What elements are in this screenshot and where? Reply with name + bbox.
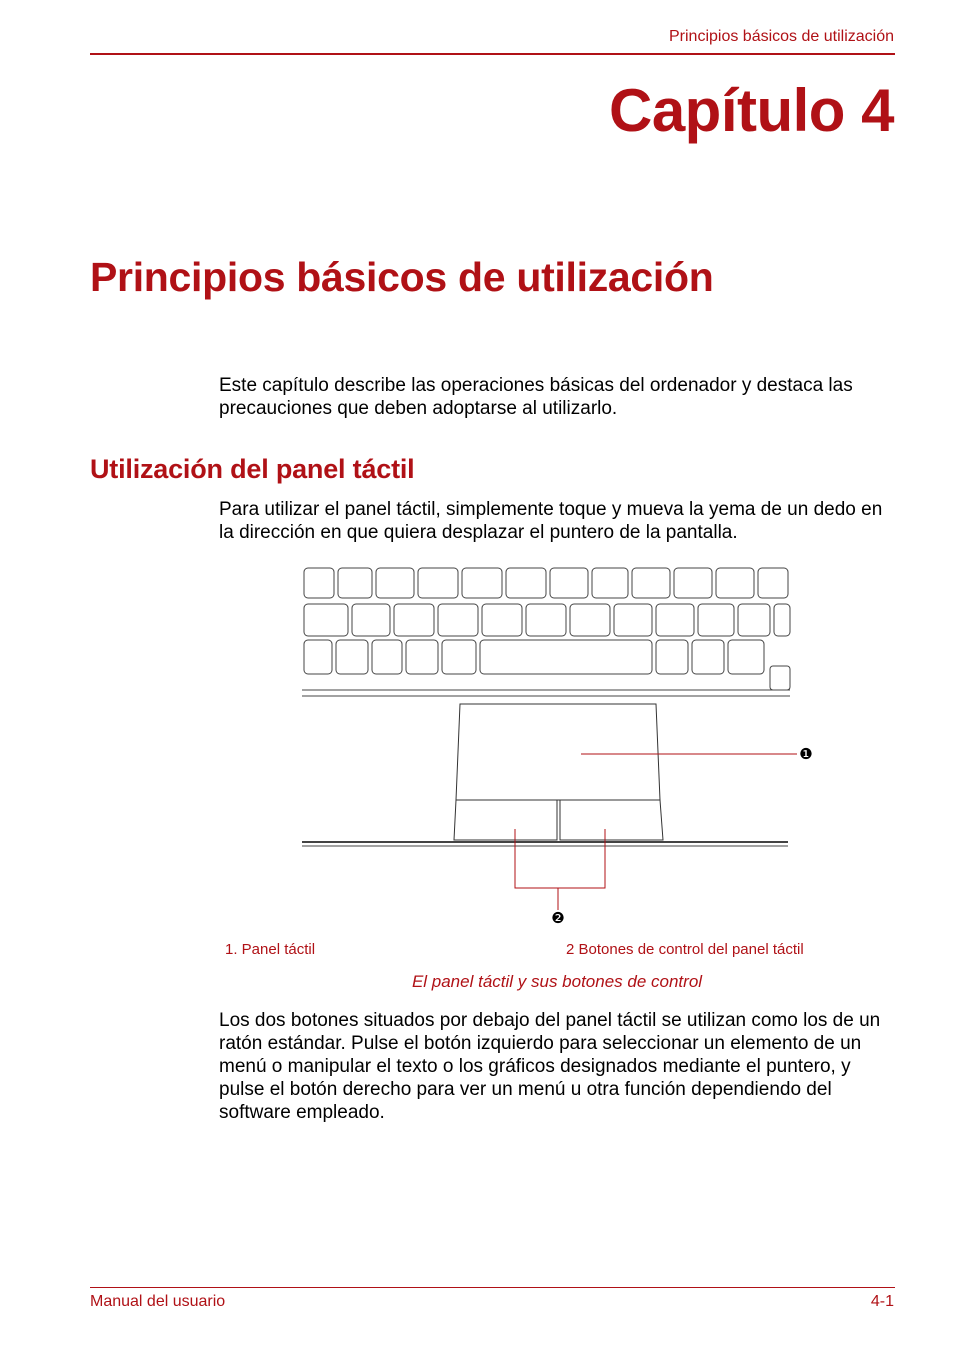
header-rule xyxy=(90,53,895,55)
section-paragraph-1: Para utilizar el panel táctil, simplemente toque y mueva la yema de un dedo en la dirección en que quiera desplazar el puntero de la pantalla. xyxy=(219,499,883,543)
page-number: 4-1 xyxy=(870,1293,894,1310)
figure-caption: El panel táctil y sus botones de control xyxy=(411,972,703,991)
footer-manual-label: Manual del usuario xyxy=(90,1293,226,1310)
running-header: Principios básicos de utilización xyxy=(669,28,894,45)
chapter-label: Capítulo 4 xyxy=(608,77,894,144)
touchpad-illustration xyxy=(300,562,820,932)
keyboard-keys xyxy=(304,568,790,690)
legend-item-2: 2 Botones de control del panel táctil xyxy=(566,941,804,958)
callout-1: ❶ xyxy=(799,745,813,763)
callout-2: ❷ xyxy=(551,909,565,927)
section-paragraph-2: Los dos botones situados por debajo del panel táctil se utilizan como los de un ratón estándar. Pulse el botón izquierdo para seleccionar un elemento de un menú o manipular el texto o los gráficos designados mediante el puntero, y pulse el botón derecho para ver un menú u otra función dependiendo del software empleado. xyxy=(219,1010,881,1123)
page-title: Principios básicos de utilización xyxy=(90,254,714,300)
section-heading: Utilización del panel táctil xyxy=(90,454,415,484)
footer-rule xyxy=(90,1287,895,1288)
intro-paragraph: Este capítulo describe las operaciones básicas del ordenador y destaca las precauciones que deben adoptarse al utilizarlo. xyxy=(219,375,853,419)
legend-item-1: 1. Panel táctil xyxy=(225,941,316,958)
